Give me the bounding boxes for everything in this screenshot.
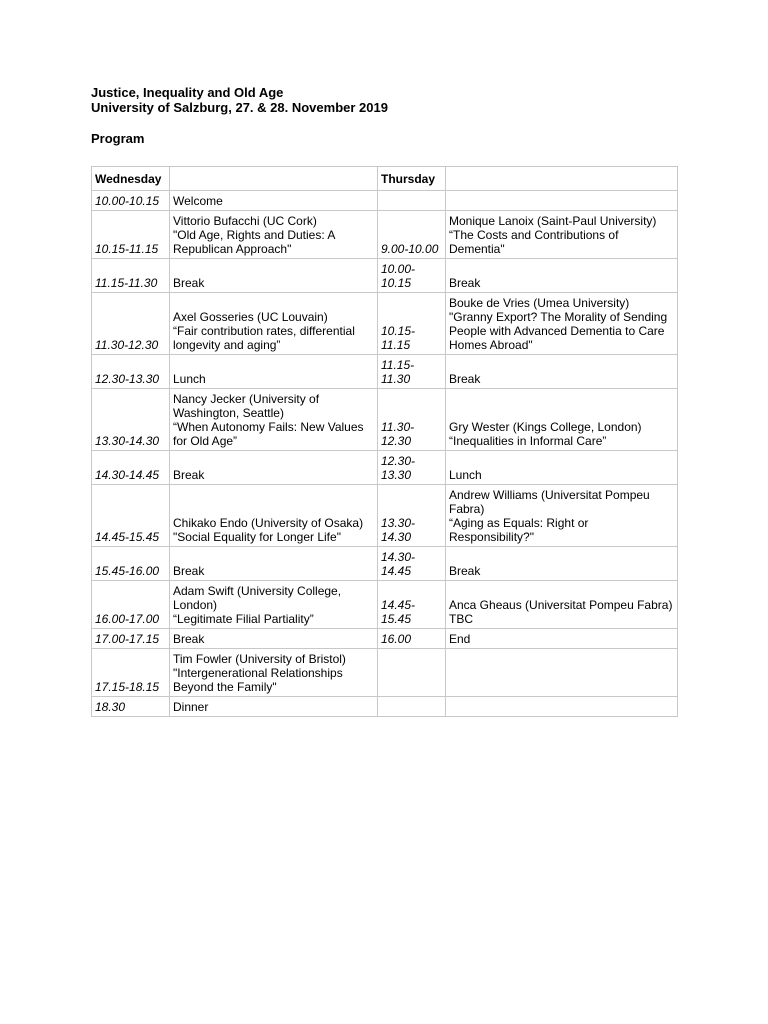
wednesday-event-cell: Break [170, 547, 378, 581]
wednesday-time-cell: 14.30-14.45 [92, 451, 170, 485]
wednesday-event-cell: Adam Swift (University College, London) “Legitimate Filial Partiality” [170, 581, 378, 629]
wednesday-time-cell: 11.30-12.30 [92, 293, 170, 355]
document-title: Justice, Inequality and Old Age [91, 85, 284, 100]
thursday-event-cell: Gry Wester (Kings College, London) “Inequalities in Informal Care” [446, 389, 678, 451]
wednesday-time-cell: 17.15-18.15 [92, 649, 170, 697]
header-wednesday: Wednesday [92, 167, 170, 191]
wednesday-event-cell: Chikako Endo (University of Osaka) "Social Equality for Longer Life" [170, 485, 378, 547]
wednesday-time-cell: 14.45-15.45 [92, 485, 170, 547]
thursday-time-cell [378, 191, 446, 211]
header-thursday-blank [446, 167, 678, 191]
wednesday-time-cell: 12.30-13.30 [92, 355, 170, 389]
table-row [92, 451, 678, 485]
table-row [92, 259, 678, 293]
wednesday-time-cell: 16.00-17.00 [92, 581, 170, 629]
program-table [91, 166, 678, 717]
thursday-time-cell: 13.30- 14.30 [378, 485, 446, 547]
table-row [92, 629, 678, 649]
table-row [92, 697, 678, 717]
wednesday-event-cell: Break [170, 451, 378, 485]
thursday-event-cell: Monique Lanoix (Saint-Paul University) “The Costs and Contributions of Dementia" [446, 211, 678, 259]
wednesday-time-cell: 11.15-11.30 [92, 259, 170, 293]
wednesday-time-cell: 10.00-10.15 [92, 191, 170, 211]
thursday-event-cell [446, 649, 678, 697]
table-row [92, 547, 678, 581]
thursday-time-cell: 14.45- 15.45 [378, 581, 446, 629]
table-row [92, 191, 678, 211]
wednesday-event-cell: Break [170, 259, 378, 293]
thursday-event-cell: Andrew Williams (Universitat Pompeu Fabra) “Aging as Equals: Right or Responsibility?" [446, 485, 678, 547]
thursday-time-cell: 14.30- 14.45 [378, 547, 446, 581]
wednesday-event-cell: Vittorio Bufacchi (UC Cork) "Old Age, Rights and Duties: A Republican Approach" [170, 211, 378, 259]
wednesday-event-cell: Dinner [170, 697, 378, 717]
table-row [92, 581, 678, 629]
thursday-time-cell: 11.30- 12.30 [378, 389, 446, 451]
table-row [92, 389, 678, 451]
document-subtitle: University of Salzburg, 27. & 28. November 2019 [91, 100, 388, 115]
thursday-time-cell: 11.15- 11.30 [378, 355, 446, 389]
wednesday-time-cell: 17.00-17.15 [92, 629, 170, 649]
thursday-event-cell: Break [446, 355, 678, 389]
table-row [92, 649, 678, 697]
thursday-event-cell: Break [446, 259, 678, 293]
thursday-event-cell: Break [446, 547, 678, 581]
thursday-time-cell: 9.00-10.00 [378, 211, 446, 259]
wednesday-event-cell: Tim Fowler (University of Bristol) "Intergenerational Relationships Beyond the Family" [170, 649, 378, 697]
thursday-time-cell: 10.00- 10.15 [378, 259, 446, 293]
thursday-event-cell: Bouke de Vries (Umea University) "Granny Export? The Morality of Sending People with Advanced Dementia to Care Homes Abroad" [446, 293, 678, 355]
wednesday-time-cell: 18.30 [92, 697, 170, 717]
thursday-time-cell [378, 649, 446, 697]
thursday-time-cell: 12.30- 13.30 [378, 451, 446, 485]
table-row [92, 355, 678, 389]
wednesday-event-cell: Welcome [170, 191, 378, 211]
thursday-event-cell [446, 191, 678, 211]
table-row [92, 293, 678, 355]
wednesday-time-cell: 10.15-11.15 [92, 211, 170, 259]
wednesday-event-cell: Break [170, 629, 378, 649]
thursday-event-cell: End [446, 629, 678, 649]
table-header-row [92, 167, 678, 191]
thursday-event-cell: Anca Gheaus (Universitat Pompeu Fabra) TBC [446, 581, 678, 629]
wednesday-time-cell: 13.30-14.30 [92, 389, 170, 451]
wednesday-event-cell: Lunch [170, 355, 378, 389]
header-wednesday-blank [170, 167, 378, 191]
thursday-time-cell: 16.00 [378, 629, 446, 649]
program-heading: Program [91, 131, 145, 146]
thursday-event-cell: Lunch [446, 451, 678, 485]
table-row [92, 485, 678, 547]
thursday-time-cell [378, 697, 446, 717]
thursday-event-cell [446, 697, 678, 717]
wednesday-event-cell: Axel Gosseries (UC Louvain) “Fair contribution rates, differential longevity and aging” [170, 293, 378, 355]
wednesday-time-cell: 15.45-16.00 [92, 547, 170, 581]
header-thursday: Thursday [378, 167, 446, 191]
thursday-time-cell: 10.15- 11.15 [378, 293, 446, 355]
table-row [92, 211, 678, 259]
wednesday-event-cell: Nancy Jecker (University of Washington, Seattle) “When Autonomy Fails: New Values for Old Age” [170, 389, 378, 451]
